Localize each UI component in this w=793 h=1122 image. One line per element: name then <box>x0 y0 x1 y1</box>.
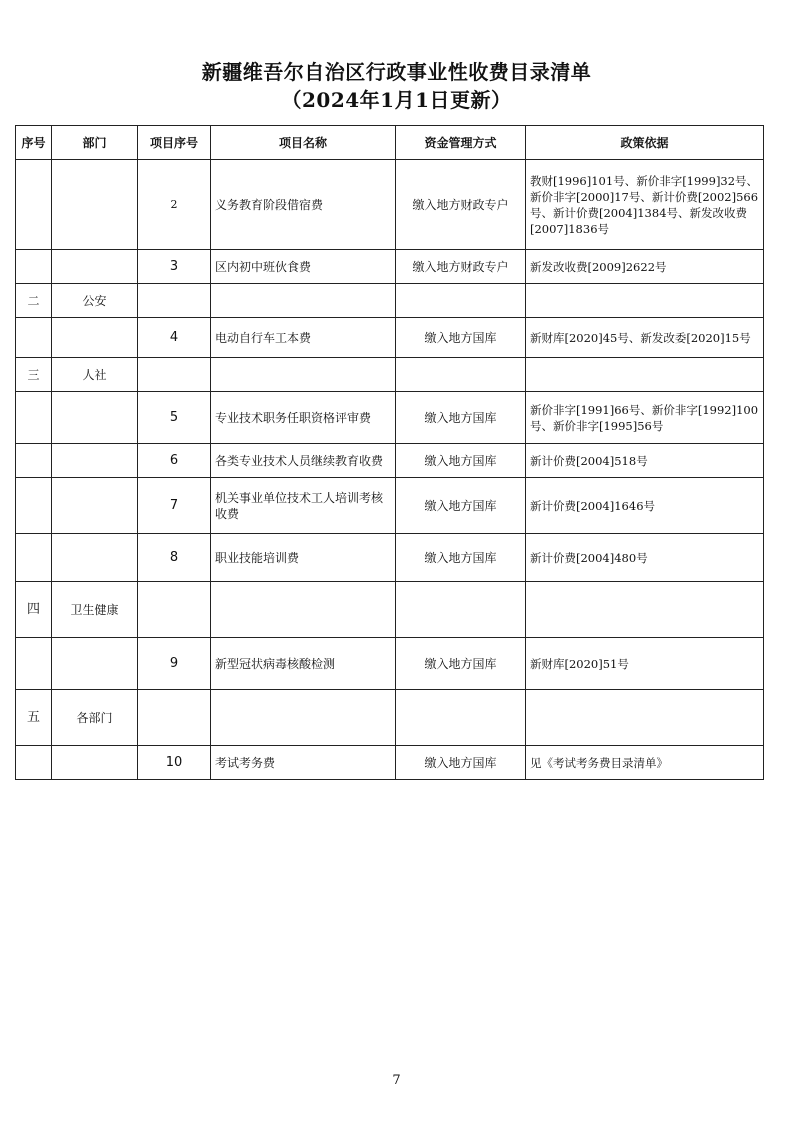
cell-basis <box>526 582 764 638</box>
cell-item-no: 3 <box>138 250 211 284</box>
cell-fund: 缴入地方国库 <box>396 478 526 534</box>
table-row <box>16 478 764 534</box>
header-policy-basis: 政策依据 <box>526 126 764 160</box>
cell-basis <box>526 358 764 392</box>
cell-basis: 新财库[2020]45号、新发改委[2020]15号 <box>526 318 764 358</box>
cell-item-name <box>211 582 396 638</box>
cell-fund: 缴入地方国库 <box>396 318 526 358</box>
cell-item-name: 电动自行车工本费 <box>211 318 396 358</box>
cell-fund: 缴入地方国库 <box>396 638 526 690</box>
cell-basis: 教财[1996]101号、新价非字[1999]32号、新价非字[2000]17号、新计价费[2002]566号、新计价费[2004]1384号、新发改收费[2007]1836号 <box>526 160 764 250</box>
cell-item-name: 区内初中班伙食费 <box>211 250 396 284</box>
cell-fund <box>396 582 526 638</box>
cell-item-no <box>138 582 211 638</box>
cell-seq <box>16 160 52 250</box>
cell-seq: 二 <box>16 284 52 318</box>
cell-basis <box>526 284 764 318</box>
cell-item-no: 4 <box>138 318 211 358</box>
cell-basis: 新计价费[2004]480号 <box>526 534 764 582</box>
table-row <box>16 358 764 392</box>
table-row <box>16 582 764 638</box>
cell-basis <box>526 690 764 746</box>
cell-fund: 缴入地方财政专户 <box>396 160 526 250</box>
cell-dept <box>52 478 138 534</box>
cell-dept <box>52 746 138 780</box>
cell-dept: 公安 <box>52 284 138 318</box>
cell-fund <box>396 690 526 746</box>
table-row <box>16 638 764 690</box>
document-subtitle-date: （2024年1月1日更新） <box>281 88 512 112</box>
cell-seq <box>16 392 52 444</box>
cell-item-no <box>138 358 211 392</box>
header-fund-management: 资金管理方式 <box>396 126 526 160</box>
cell-seq <box>16 250 52 284</box>
cell-fund <box>396 358 526 392</box>
cell-dept: 卫生健康 <box>52 582 138 638</box>
cell-fund: 缴入地方国库 <box>396 746 526 780</box>
cell-item-no: 8 <box>138 534 211 582</box>
header-dept: 部门 <box>52 126 138 160</box>
cell-fund: 缴入地方国库 <box>396 444 526 478</box>
cell-fund <box>396 284 526 318</box>
cell-dept <box>52 318 138 358</box>
cell-item-name <box>211 690 396 746</box>
cell-dept <box>52 250 138 284</box>
cell-seq <box>16 534 52 582</box>
header-item-no: 项目序号 <box>138 126 211 160</box>
table-row <box>16 690 764 746</box>
cell-item-name: 机关事业单位技术工人培训考核收费 <box>211 478 396 534</box>
cell-item-no: 5 <box>138 392 211 444</box>
cell-seq <box>16 746 52 780</box>
table-row <box>16 284 764 318</box>
cell-seq <box>16 478 52 534</box>
table-row <box>16 392 764 444</box>
cell-seq: 四 <box>16 582 52 638</box>
cell-item-name: 职业技能培训费 <box>211 534 396 582</box>
page-number: 7 <box>392 1073 401 1088</box>
cell-fund: 缴入地方国库 <box>396 534 526 582</box>
cell-basis: 新价非字[1991]66号、新价非字[1992]100号、新价非字[1995]56号 <box>526 392 764 444</box>
cell-item-name: 各类专业技术人员继续教育收费 <box>211 444 396 478</box>
cell-item-no: 2 <box>138 160 211 250</box>
cell-fund: 缴入地方国库 <box>396 392 526 444</box>
document-title: 新疆维吾尔自治区行政事业性收费目录清单 <box>201 60 592 84</box>
cell-dept: 人社 <box>52 358 138 392</box>
table-row <box>16 160 764 250</box>
fee-catalog-table <box>15 125 764 780</box>
cell-item-name <box>211 284 396 318</box>
cell-item-no <box>138 284 211 318</box>
cell-dept <box>52 444 138 478</box>
table-row <box>16 534 764 582</box>
cell-basis: 新财库[2020]51号 <box>526 638 764 690</box>
cell-basis: 见《考试考务费目录清单》 <box>526 746 764 780</box>
table-row <box>16 318 764 358</box>
cell-item-no: 7 <box>138 478 211 534</box>
cell-item-name: 新型冠状病毒核酸检测 <box>211 638 396 690</box>
cell-item-name: 专业技术职务任职资格评审费 <box>211 392 396 444</box>
cell-item-no: 6 <box>138 444 211 478</box>
cell-dept <box>52 392 138 444</box>
table-row <box>16 746 764 780</box>
cell-dept <box>52 534 138 582</box>
table-row <box>16 444 764 478</box>
cell-basis: 新发改收费[2009]2622号 <box>526 250 764 284</box>
cell-item-name: 义务教育阶段借宿费 <box>211 160 396 250</box>
cell-dept <box>52 638 138 690</box>
cell-seq: 三 <box>16 358 52 392</box>
table-header-row <box>16 126 764 160</box>
cell-dept <box>52 160 138 250</box>
cell-seq <box>16 638 52 690</box>
table-row <box>16 250 764 284</box>
cell-basis: 新计价费[2004]1646号 <box>526 478 764 534</box>
cell-seq <box>16 444 52 478</box>
cell-basis: 新计价费[2004]518号 <box>526 444 764 478</box>
cell-item-no: 9 <box>138 638 211 690</box>
cell-item-name <box>211 358 396 392</box>
cell-fund: 缴入地方财政专户 <box>396 250 526 284</box>
cell-seq: 五 <box>16 690 52 746</box>
cell-dept: 各部门 <box>52 690 138 746</box>
cell-item-name: 考试考务费 <box>211 746 396 780</box>
cell-item-no: 10 <box>138 746 211 780</box>
header-item-name: 项目名称 <box>211 126 396 160</box>
cell-item-no <box>138 690 211 746</box>
header-seq: 序号 <box>16 126 52 160</box>
cell-seq <box>16 318 52 358</box>
